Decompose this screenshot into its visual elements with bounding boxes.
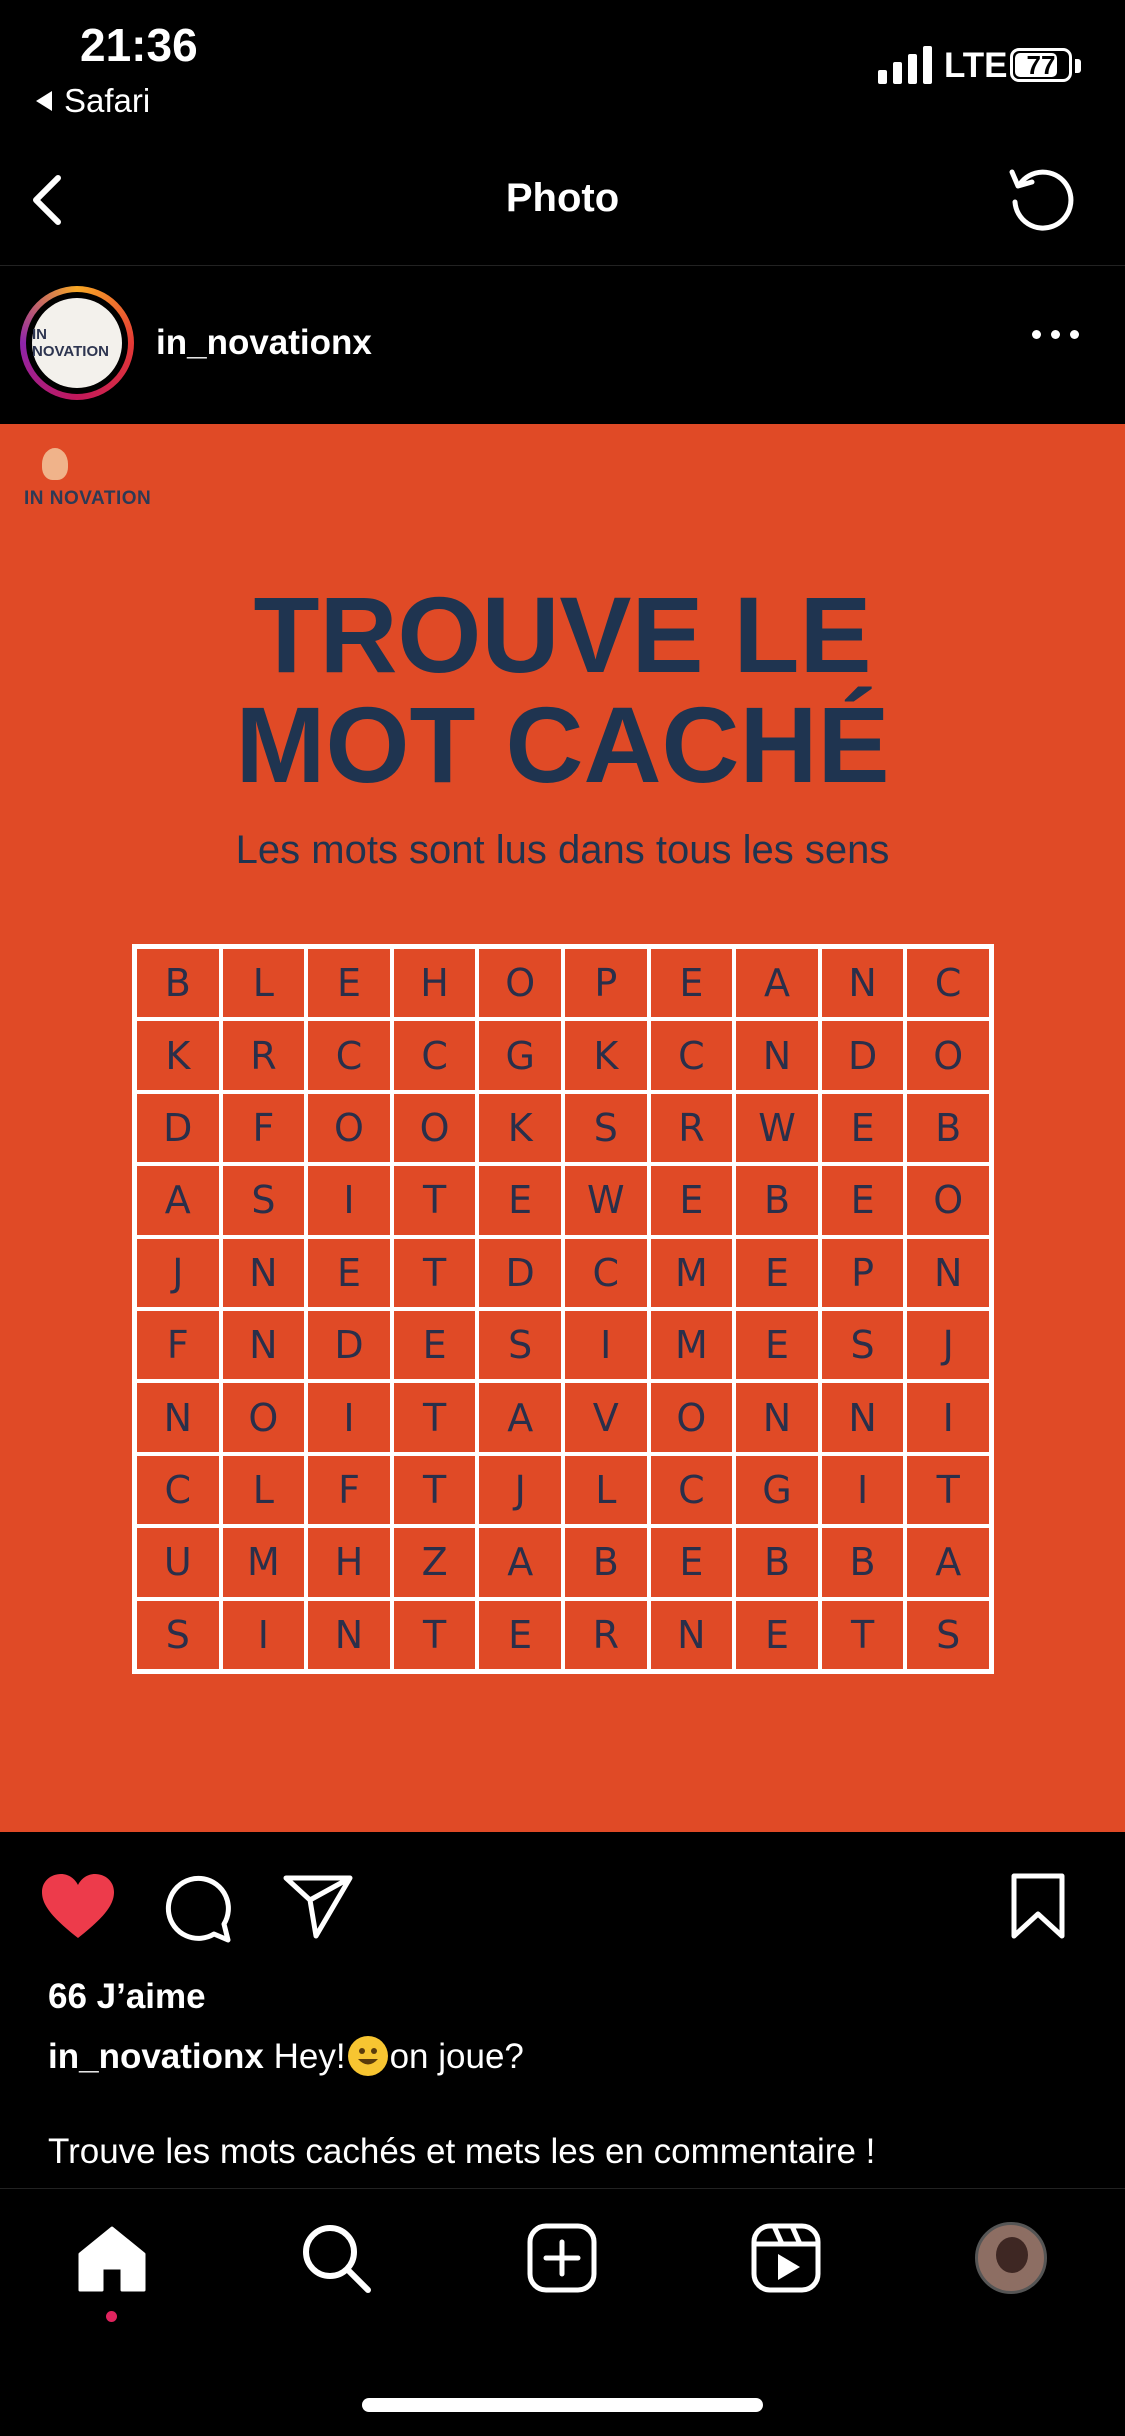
caption-text-end: on joue?	[389, 2037, 524, 2076]
grid-cell: N	[820, 1381, 906, 1453]
grid-cell: E	[734, 1599, 820, 1671]
grid-cell: C	[135, 1454, 221, 1526]
create-post-icon[interactable]	[526, 2222, 598, 2294]
grid-cell: A	[477, 1381, 563, 1453]
grid-cell: N	[905, 1237, 991, 1309]
grid-cell: M	[221, 1526, 307, 1598]
profile-avatar-tab[interactable]	[975, 2222, 1047, 2294]
grid-cell: N	[820, 947, 906, 1019]
grid-cell: E	[734, 1309, 820, 1381]
grid-cell: S	[477, 1309, 563, 1381]
grid-cell: I	[820, 1454, 906, 1526]
grid-cell: N	[221, 1237, 307, 1309]
avatar[interactable]: IN NOVATION	[32, 298, 122, 388]
grid-cell: E	[820, 1164, 906, 1236]
grid-cell: C	[905, 947, 991, 1019]
grid-cell: O	[477, 947, 563, 1019]
grid-cell: C	[649, 1019, 735, 1091]
grid-cell: O	[221, 1381, 307, 1453]
grid-cell: O	[649, 1381, 735, 1453]
network-type: LTE	[944, 46, 1008, 85]
grid-cell: C	[563, 1237, 649, 1309]
back-to-safari[interactable]	[36, 82, 150, 120]
notification-dot	[106, 2311, 117, 2322]
grid-cell: R	[221, 1019, 307, 1091]
home-indicator[interactable]	[362, 2398, 763, 2412]
grid-cell: S	[563, 1092, 649, 1164]
grid-cell: E	[649, 947, 735, 1019]
grid-cell: T	[392, 1381, 478, 1453]
grid-cell: E	[820, 1092, 906, 1164]
grid-cell: B	[563, 1526, 649, 1598]
grid-cell: J	[135, 1237, 221, 1309]
grid-cell: B	[135, 947, 221, 1019]
grid-cell: M	[649, 1237, 735, 1309]
grid-cell: N	[734, 1381, 820, 1453]
grid-cell: K	[477, 1092, 563, 1164]
grid-cell: A	[477, 1526, 563, 1598]
word-search-grid	[132, 944, 994, 1674]
grid-cell: O	[905, 1019, 991, 1091]
grid-cell: P	[820, 1237, 906, 1309]
grid-cell: C	[306, 1019, 392, 1091]
grid-cell: E	[734, 1237, 820, 1309]
grid-cell: L	[221, 947, 307, 1019]
grid-cell: B	[905, 1092, 991, 1164]
share-icon[interactable]	[282, 1872, 354, 1942]
battery-icon	[1010, 48, 1072, 82]
grid-cell: Z	[392, 1526, 478, 1598]
home-icon[interactable]	[76, 2224, 148, 2294]
post-image-subtitle: Les mots sont lus dans tous les sens	[235, 828, 890, 872]
brand-logo	[24, 448, 184, 518]
grid-cell: E	[392, 1309, 478, 1381]
grid-cell: G	[734, 1454, 820, 1526]
grid-cell: T	[392, 1164, 478, 1236]
grid-cell: A	[135, 1164, 221, 1236]
heart-icon[interactable]	[40, 1872, 116, 1942]
grid-cell: E	[306, 1237, 392, 1309]
caption-line-2: Trouve les mots cachés et mets les en commentaire !	[48, 2132, 876, 2171]
grid-cell: S	[135, 1599, 221, 1671]
post-image-title: TROUVE LE MOT CACHÉ	[235, 574, 890, 805]
grid-cell: G	[477, 1019, 563, 1091]
grid-cell: R	[649, 1092, 735, 1164]
grid-cell: E	[649, 1526, 735, 1598]
grid-cell: T	[392, 1599, 478, 1671]
page-title: Photo	[505, 176, 620, 220]
grid-cell: S	[221, 1164, 307, 1236]
grid-cell: O	[905, 1164, 991, 1236]
grid-cell: I	[563, 1309, 649, 1381]
caption-text-start: Hey!	[273, 2037, 346, 2076]
grid-cell: S	[905, 1599, 991, 1671]
grid-cell: D	[477, 1237, 563, 1309]
battery-tip	[1075, 59, 1081, 73]
grid-cell: N	[306, 1599, 392, 1671]
grid-cell: B	[820, 1526, 906, 1598]
refresh-icon[interactable]	[1006, 164, 1076, 234]
grid-cell: L	[563, 1454, 649, 1526]
grid-cell: N	[649, 1599, 735, 1671]
grid-cell: O	[306, 1092, 392, 1164]
grid-cell: T	[392, 1237, 478, 1309]
grid-cell: F	[221, 1092, 307, 1164]
profile-photo	[996, 2237, 1028, 2273]
grid-cell: P	[563, 947, 649, 1019]
grid-cell: H	[306, 1526, 392, 1598]
grid-cell: I	[306, 1381, 392, 1453]
lightbulb-icon	[42, 448, 68, 480]
grid-cell: E	[649, 1164, 735, 1236]
signal-icon	[878, 40, 932, 84]
grid-cell: T	[905, 1454, 991, 1526]
grid-cell: W	[734, 1092, 820, 1164]
grid-cell: O	[392, 1092, 478, 1164]
back-app-label: Safari	[64, 82, 151, 119]
back-triangle-icon	[36, 91, 52, 111]
grid-cell: I	[905, 1381, 991, 1453]
grid-cell: E	[477, 1599, 563, 1671]
grid-cell: J	[477, 1454, 563, 1526]
grid-cell: B	[734, 1526, 820, 1598]
post-caption	[48, 2036, 524, 2077]
grid-cell: H	[392, 947, 478, 1019]
grid-cell: M	[649, 1309, 735, 1381]
comment-icon[interactable]	[162, 1872, 234, 1944]
grid-cell: D	[820, 1019, 906, 1091]
bookmark-icon[interactable]	[1008, 1872, 1068, 1942]
grid-cell: N	[221, 1309, 307, 1381]
grid-cell: E	[306, 947, 392, 1019]
grid-cell: N	[135, 1381, 221, 1453]
post-username[interactable]: in_novationx	[156, 323, 372, 362]
grid-cell: T	[392, 1454, 478, 1526]
search-icon[interactable]	[300, 2222, 372, 2294]
grid-cell: L	[221, 1454, 307, 1526]
grid-cell: R	[563, 1599, 649, 1671]
grid-cell: D	[306, 1309, 392, 1381]
grid-cell: N	[734, 1019, 820, 1091]
grid-cell: C	[392, 1019, 478, 1091]
grid-cell: V	[563, 1381, 649, 1453]
grid-cell: S	[820, 1309, 906, 1381]
grid-cell: F	[135, 1309, 221, 1381]
grid-cell: I	[306, 1164, 392, 1236]
header-divider	[0, 265, 1125, 266]
grid-cell: A	[734, 947, 820, 1019]
grid-cell: K	[135, 1019, 221, 1091]
more-options-icon[interactable]	[1032, 330, 1079, 339]
grid-cell: B	[734, 1164, 820, 1236]
grid-cell: W	[563, 1164, 649, 1236]
reels-icon[interactable]	[750, 2222, 822, 2294]
grid-cell: K	[563, 1019, 649, 1091]
grid-cell: T	[820, 1599, 906, 1671]
grid-cell: I	[221, 1599, 307, 1671]
grid-cell: E	[477, 1164, 563, 1236]
grid-cell: D	[135, 1092, 221, 1164]
status-time: 21:36	[80, 19, 198, 71]
grid-cell: A	[905, 1526, 991, 1598]
caption-username[interactable]: in_novationx	[48, 2037, 264, 2076]
battery-level: 77	[1026, 49, 1056, 80]
grid-cell: C	[649, 1454, 735, 1526]
tab-bar-divider	[0, 2188, 1125, 2189]
likes-count[interactable]: 66 J’aime	[48, 1977, 206, 2016]
grid-cell: U	[135, 1526, 221, 1598]
logo-text: IN NOVATION	[24, 488, 152, 509]
grid-cell: J	[905, 1309, 991, 1381]
grid-cell: F	[306, 1454, 392, 1526]
smiley-emoji-icon	[348, 2036, 388, 2076]
